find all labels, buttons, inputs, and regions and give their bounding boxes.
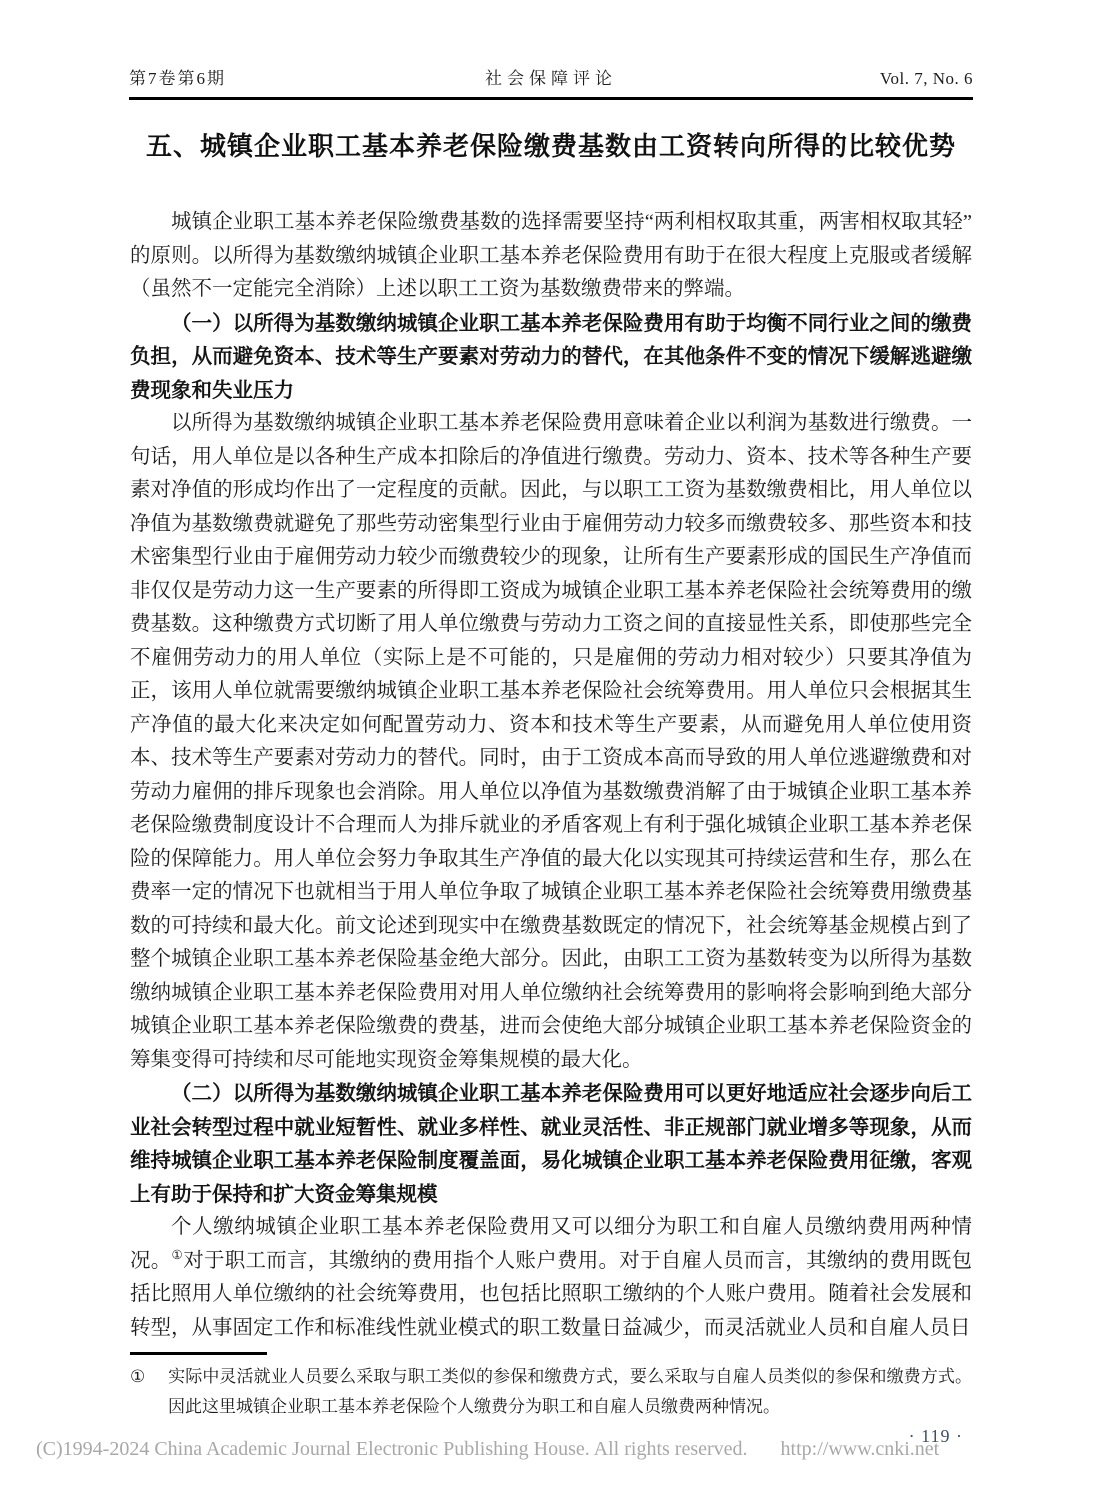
paragraph-text: 对于职工而言，其缴纳的费用指个人账户费用。对于自雇人员而言，其缴纳的费用既包括比照用人单位缴纳的社会统筹费用，也包括比照职工缴纳的个人账户费用。随着社会发展和转型，从事固定工作和标准线性就业模式的职工数量日益减少，而灵活就业人员和自雇人员日 <box>130 1249 972 1339</box>
section-title: 五、城镇企业职工基本养老保险缴费基数由工资转向所得的比较优势 <box>145 131 956 161</box>
footnote-item <box>130 1362 972 1422</box>
article-body <box>130 206 972 1345</box>
watermark-url: http://www.cnki.net <box>780 1438 940 1460</box>
copyright-text: (C)1994-2024 China Academic Journal Electronic Publishing House. All rights reserved. <box>36 1438 748 1460</box>
journal-name: 社会保障评论 <box>485 69 617 88</box>
body-paragraph <box>130 206 972 307</box>
footnote-marker: ① <box>130 1367 146 1386</box>
running-header <box>129 66 973 92</box>
page-number: · 119 · <box>908 1426 963 1446</box>
footnote-area <box>130 1362 972 1422</box>
header-volume-issue: 第7卷第6期 <box>129 69 226 88</box>
paragraph-text: 个人缴纳城镇企业职工基本养老保险费用又可以细分为职工和自雇人员缴纳费用两种情况。 <box>130 1216 972 1272</box>
body-paragraph <box>130 407 972 1077</box>
footnote-text: 实际中灵活就业人员要么采取与职工类似的参保和缴费方式，要么采取与自雇人员类似的参保和缴费方式。因此这里城镇企业职工基本养老保险个人缴费分为职工和自雇人员缴费两种情况。 <box>168 1367 972 1416</box>
paragraph-text: （二）以所得为基数缴纳城镇企业职工基本养老保险费用可以更好地适应社会逐步向后工业社会转型过程中就业短暂性、就业多样性、就业灵活性、非正规部门就业增多等现象，从而维持城镇企业职工基本养老保险制度覆盖面，易化城镇企业职工基本养老保险费用征缴，客观上有助于保持和扩大资金筹集规模 <box>130 1082 972 1206</box>
subheading-paragraph <box>130 1077 972 1211</box>
subheading-paragraph <box>130 307 972 408</box>
paragraph-text: （一）以所得为基数缴纳城镇企业职工基本养老保险费用有助于均衡不同行业之间的缴费负担，从而避免资本、技术等生产要素对劳动力的替代，在其他条件不变的情况下缓解逃避缴费现象和失业压力 <box>130 311 972 402</box>
paragraph-text: 城镇企业职工基本养老保险缴费基数的选择需要坚持“两利相权取其重，两害相权取其轻”的原则。以所得为基数缴纳城镇企业职工基本养老保险费用有助于在很大程度上克服或者缓解（虽然不一定能完全消除）上述以职工工资为基数缴费带来的弊端。 <box>130 211 972 300</box>
header-volume-en: Vol. 7, No. 6 <box>879 69 973 88</box>
copyright-watermark <box>36 1438 1086 1461</box>
paragraph-text: 以所得为基数缴纳城镇企业职工基本养老保险费用意味着企业以利润为基数进行缴费。一句话，用人单位是以各种生产成本扣除后的净值进行缴费。劳动力、资本、技术等各种生产要素对净值的形成均作出了一定程度的贡献。因此，与以职工工资为基数缴费相比，用人单位以净值为基数缴费就避免了那些劳动密集型行业由于雇佣劳动力较多而缴费较多、那些资本和技术密集型行业由于雇佣劳动力较少而缴费较少的现象，让所有生产要素形成的国民生产净值而非仅仅是劳动力这一生产要素的所得即工资成为城镇企业职工基本养老保险社会统筹费用的缴费基数。这种缴费方式切断了用人单位缴费与劳动力工资之间的直接显性关系，即使那些完全不雇佣劳动力的用人单位（实际上是不可能的，只是雇佣的劳动力相对较少）只要其净值为正，该用人单位就需要缴纳城镇企业职工基本养老保险社会统筹费用。用人单位只会根据其生产净值的最大化来决定如何配置劳动力、资本和技术等生产要素，从而避免用人单位使用资本、技术等生产要素对劳动力的替代。同时，由于工资成本高而导致的用人单位逃避缴费和对劳动力雇佣的排斥现象也会消除。用人单位以净值为基数缴费消解了由于城镇企业职工基本养老保险缴费制度设计不合理而人为排斥就业的矛盾客观上有利于强化城镇企业职工基本养老保险的保障能力。用人单位会努力争取其生产净值的最大化以实现其可持续运营和生存，那么在费率一定的情况下也就相当于用人单位争取了城镇企业职工基本养老保险社会统筹费用缴费基数的可持续和最大化。前文论述到现实中在缴费基数既定的情况下，社会统筹基金规模占到了整个城镇企业职工基本养老保险基金绝大部分。因此，由职工工资为基数转变为以所得为基数缴纳城镇企业职工基本养老保险费用对用人单位缴纳社会统筹费用的影响将会影响到绝大部分城镇企业职工基本养老保险缴费的费基，进而会使绝大部分城镇企业职工基本养老保险资金的筹集变得可持续和尽可能地实现资金筹集规模的最大化。 <box>130 412 972 1071</box>
footnote-separator <box>130 1352 267 1355</box>
footnote-reference-marker: ① <box>171 1247 184 1262</box>
body-paragraph <box>130 1211 972 1345</box>
header-rule <box>129 97 973 100</box>
